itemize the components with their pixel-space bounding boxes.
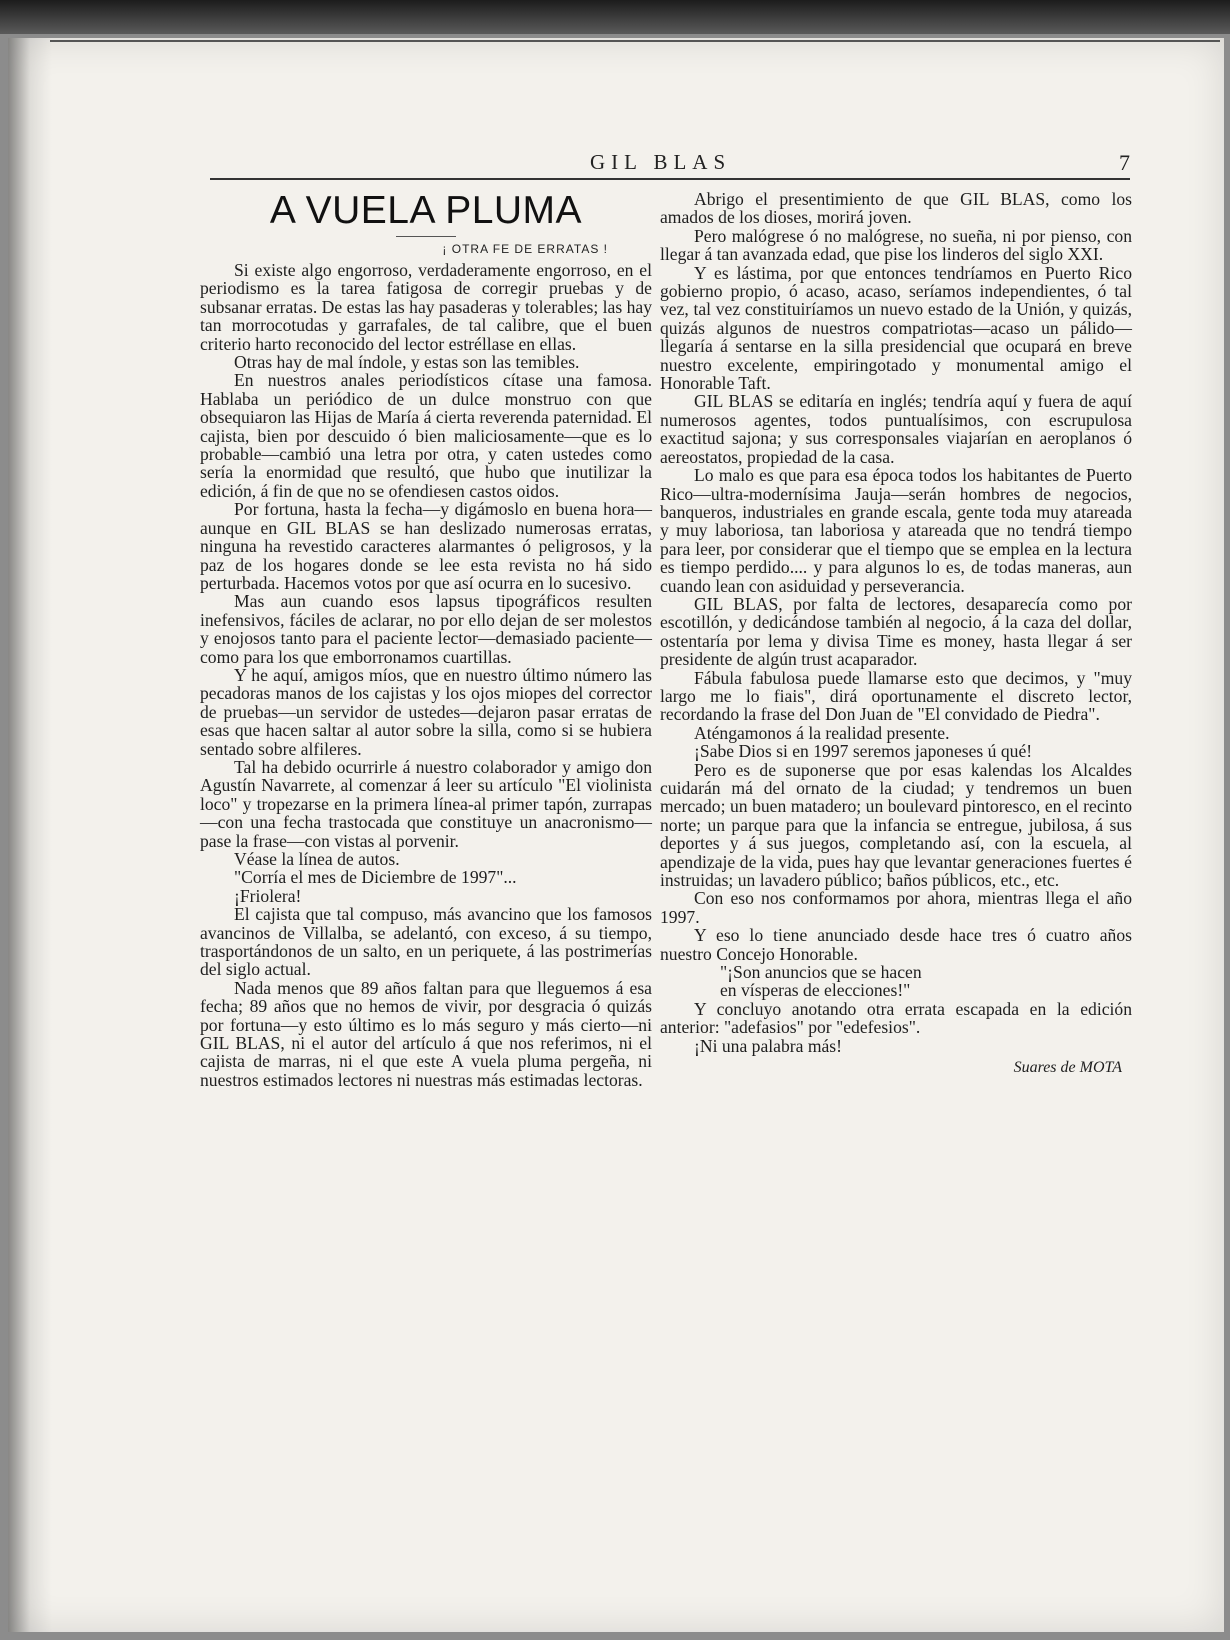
paragraph: Aténgamonos á la realidad presente.: [694, 722, 950, 743]
paragraph: Otras hay de mal índole, y estas son las temibles.: [234, 352, 580, 373]
verse-line: "¡Son anuncios que se hacen: [720, 962, 922, 983]
running-title: GIL BLAS: [590, 150, 732, 174]
paragraph: "Corría el mes de Diciembre de 1997"...: [234, 867, 517, 888]
paragraph: Mas aun cuando esos lapsus tipográficos resulten inefensivos, fáciles de aclarar, no por ello dejan de ser molestos y enojosos tanto para el paciente lector—demasiado paciente—como para los que emborronamos cuartillas.: [200, 591, 652, 667]
title-rule: [396, 236, 456, 237]
paragraph: Con eso nos conformamos por ahora, mientras llega el año 1997.: [660, 888, 1132, 927]
right-column: [660, 190, 1132, 1078]
paragraph: Fábula fabulosa puede llamarse esto que decimos, y "muy largo me lo fiais", dirá oportunamente el discreto lector, recordando la frase del Don Juan de "El convidado de Piedra".: [660, 667, 1132, 725]
paragraph: ¡Ni una palabra más!: [694, 1035, 843, 1056]
author-signature: Suares de MOTA: [1013, 1059, 1122, 1077]
paragraph: GIL BLAS, por falta de lectores, desaparecía como por escotillón, y dedicándose también al negocio, á la caza del dollar, ostentaría por lema y divisa Time es money, hasta llegar á ser presidente de algún trust acaparador.: [660, 593, 1132, 670]
paragraph: En nuestros anales periodísticos cítase una famosa. Hablaba un periódico de un dulce monstruo con que obsequiaron las Hijas de María á cierta reverenda paternidad. El cajista, bien por descuido ó bien maliciosamente—que es lo probable—cambió una letra por otra, y caten ustedes como sería la enormidad que resultó, que hubo que inutilizar la edición, á fin de que no se ofendiesen castos oidos.: [200, 370, 652, 501]
paragraph: Tal ha debido ocurrirle á nuestro colaborador y amigo don Agustín Navarrete, al comenzar á leer su artículo "El violinista loco" y tropezarse en la primera línea-al primer tapón, zurrapas—con una fecha trastocada que constituye un anacronismo—pase la frase—con vistas al porvenir.: [200, 756, 652, 851]
paragraph: Abrigo el presentimiento de que GIL BLAS, como los amados de los dioses, morirá joven.: [660, 189, 1132, 228]
paragraph: ¡Friolera!: [234, 885, 302, 906]
verse-line: en vísperas de elecciones!": [720, 980, 911, 1001]
paragraph: Por fortuna, hasta la fecha—y digámoslo en buena hora—aunque en GIL BLAS se han deslizado numerosas erratas, ninguna ha revestido caracteres alarmantes ó peligrosos, y la paz de los hogares donde se lee esta revista no há sido perturbada. Hacemos votos por que así ocurra en lo sucesivo.: [200, 499, 652, 593]
paragraph: Y eso lo tiene anunciado desde hace tres ó cuatro años nuestro Concejo Honorable.: [660, 925, 1132, 964]
page-number: 7: [1119, 150, 1130, 175]
paragraph: Véase la línea de autos.: [234, 849, 400, 869]
running-head: [210, 150, 1130, 178]
scan-top-edge: [0, 0, 1230, 34]
left-column: [200, 190, 652, 1089]
header-rule: [210, 178, 1130, 180]
paragraph: Nada menos que 89 años faltan para que lleguemos á esa fecha; 89 años que no hemos de vivir, por desgracia ó quizás por fortuna—y esto último es lo más seguro y más cierto—ni GIL BLAS, ni el autor del artículo á que nos referimos, ni el cajista de marras, ni el que este A vuela pluma pergeña, ni nuestros estimados lectores ni nuestras más estimadas lectoras.: [200, 977, 652, 1090]
article-title: A VUELA PLUMA: [269, 189, 583, 232]
paragraph: GIL BLAS se editaría en inglés; tendría aquí y fuera de aquí numerosos agentes, todos puntualísimos, con escrupulosa exactitud sajona; y sus corresponsales viajarían en aeroplanos ó aereostatos, propiedad de la casa.: [660, 391, 1132, 467]
paragraph: Y he aquí, amigos míos, que en nuestro último número las pecadoras manos de los cajistas y los ojos miopes del corrector de pruebas—un servidor de ustedes—dejaron pasar erratas de esas que hacen saltar al autor sobre la silla, como si se hubiera sentado sobre alfileres.: [200, 664, 652, 759]
paragraph: El cajista que tal compuso, más avancino que los famosos avancinos de Villalba, se adelantó, con exceso, á su tiempo, trasportándonos de un salto, en un periquete, á las postrimerías del siglo actual.: [200, 904, 652, 980]
article-subtitle: ¡ OTRA FE DE ERRATAS !: [442, 242, 608, 256]
paragraph: Pero es de suponerse que por esas kalendas los Alcaldes cuidarán má del ornato de la ciudad; y tendremos un buen mercado; un buen matadero; un boulevard pintoresco, en el recinto norte; un parque para que la infancia se entregue, jubilosa, á sus deportes y á sus juegos, completando así, con la escuela, al apendizaje de la vida, pues hay que levantar generaciones fuertes é instruidas; un lavadero público; baños públicos, etc., etc.: [660, 759, 1132, 891]
paragraph: Lo malo es que para esa época todos los habitantes de Puerto Rico—ultra-modernísima Jauja—serán hombres de negocios, banqueros, industriales en grande escala, gente toda muy atareada y muy laboriosa, tan laboriosa y atareada que no tendrá tiempo para leer, por considerar que el tiempo que se emplea en la lectura es tiempo perdido.... y para algunos lo es, de todas maneras, aun cuando lean con asiduidad y perseverancia.: [660, 465, 1132, 596]
page-top-rule: [50, 40, 1220, 42]
binding-shadow: [8, 38, 52, 1632]
paragraph: Y concluyo anotando otra errata escapada en la edición anterior: "adefasios" por "edefesios".: [660, 998, 1132, 1038]
paragraph: ¡Sabe Dios si en 1997 seremos japoneses ú qué!: [694, 741, 1033, 762]
paragraph: Pero malógrese ó no malógrese, no sueña, ni por pienso, con llegar á tan avanzada edad, que pise los linderos del siglo XXI.: [660, 225, 1132, 265]
paragraph: Si existe algo engorroso, verdaderamente engorroso, en el periodismo es la tarea fatigosa de corregir pruebas y de subsanar erratas. De estas las hay pasaderas y tolerables; las hay tan morrocotudas y garrafales, de tal calibre, que el buen criterio harto reconocido del lector estréllase en ellas.: [200, 260, 652, 354]
paragraph: Y es lástima, por que entonces tendríamos en Puerto Rico gobierno propio, ó acaso, acaso, seríamos independientes, ó tal vez, tal vez constituiríamos un nuevo estado de la Unión, y quizás, quizás algunos de nuestros compatriotas—acaso un pálido—llegaría á sentarse en la silla presidencial que ocupará en breve nuestro excelente, empiringotado y monumental amigo el Honorable Taft.: [660, 262, 1132, 394]
